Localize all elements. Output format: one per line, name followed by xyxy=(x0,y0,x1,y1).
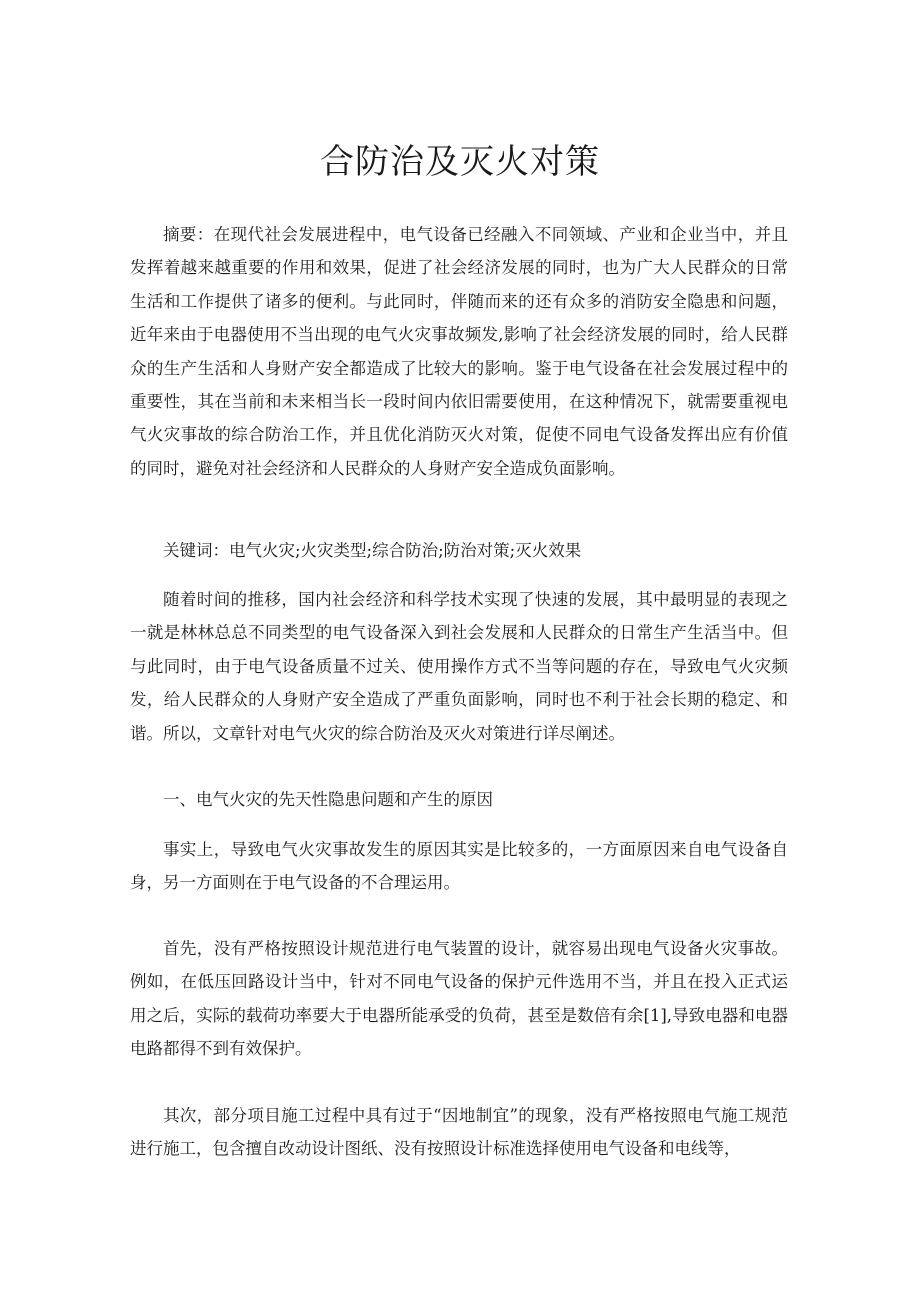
body-paragraph-second: 其次，部分项目施工过程中具有过于“因地制宜”的现象，没有严格按照电气施工规范进行施工，包含擅自改动设计图纸、没有按照设计标准选择使用电气设备和电线等， xyxy=(130,1106,788,1159)
body-paragraph-first: 首先，没有严格按照设计规范进行电气装置的设计，就容易出现电气设备火灾事故。例如，在低压回路设计当中，针对不同电气设备的保护元件选用不当，并且在投入正式运用之后，实际的载荷功率要大于电器所能承受的负荷，甚至是数倍有余[1],导致电器和电器电路都得不到有效保护。 xyxy=(130,939,788,1059)
body-paragraph-fact: 事实上，导致电气火灾事故发生的原因其实是比较多的，一方面原因来自电气设备自身，另一方面则在于电气设备的不合理运用。 xyxy=(130,840,788,893)
section-heading: 一、电气火灾的先天性隐患问题和产生的原因 xyxy=(163,790,493,809)
abstract-paragraph: 摘要：在现代社会发展进程中，电气设备已经融入不同领域、产业和企业当中，并且发挥着越来越重要的作用和效果，促进了社会经济发展的同时，也为广大人民群众的日常生活和工作提供了诸多的便利。与此同时，伴随而来的还有众多的消防安全隐患和问题，近年来由于电器使用不当出现的电气火灾事故频发,影响了社会经济发展的同时，给人民群众的生产生活和人身财产安全都造成了比较大的影响。鉴于电气设备在社会发展过程中的重要性，其在当前和未来相当长一段时间内依旧需要使用，在这种情况下，就需要重视电气火灾事故的综合防治工作，并且优化消防灭火对策，促使不同电气设备发挥出应有价值的同时，避免对社会经济和人民群众的人身财产安全造成负面影响。 xyxy=(130,225,788,478)
keywords-line: 关键词：电气火灾;火灾类型;综合防治;防治对策;灭火效果 xyxy=(163,541,582,560)
intro-paragraph: 随着时间的推移，国内社会经济和科学技术实现了快速的发展，其中最明显的表现之一就是林林总总不同类型的电气设备深入到社会发展和人民群众的日常生产生活当中。但与此同时，由于电气设备质量不过关、使用操作方式不当等问题的存在，导致电气火灾频发，给人民群众的人身财产安全造成了严重负面影响，同时也不利于社会长期的稳定、和谐。所以，文章针对电气火灾的综合防治及灭火对策进行详尽阐述。 xyxy=(130,590,788,743)
document-title: 合防治及灭火对策 xyxy=(320,142,600,182)
